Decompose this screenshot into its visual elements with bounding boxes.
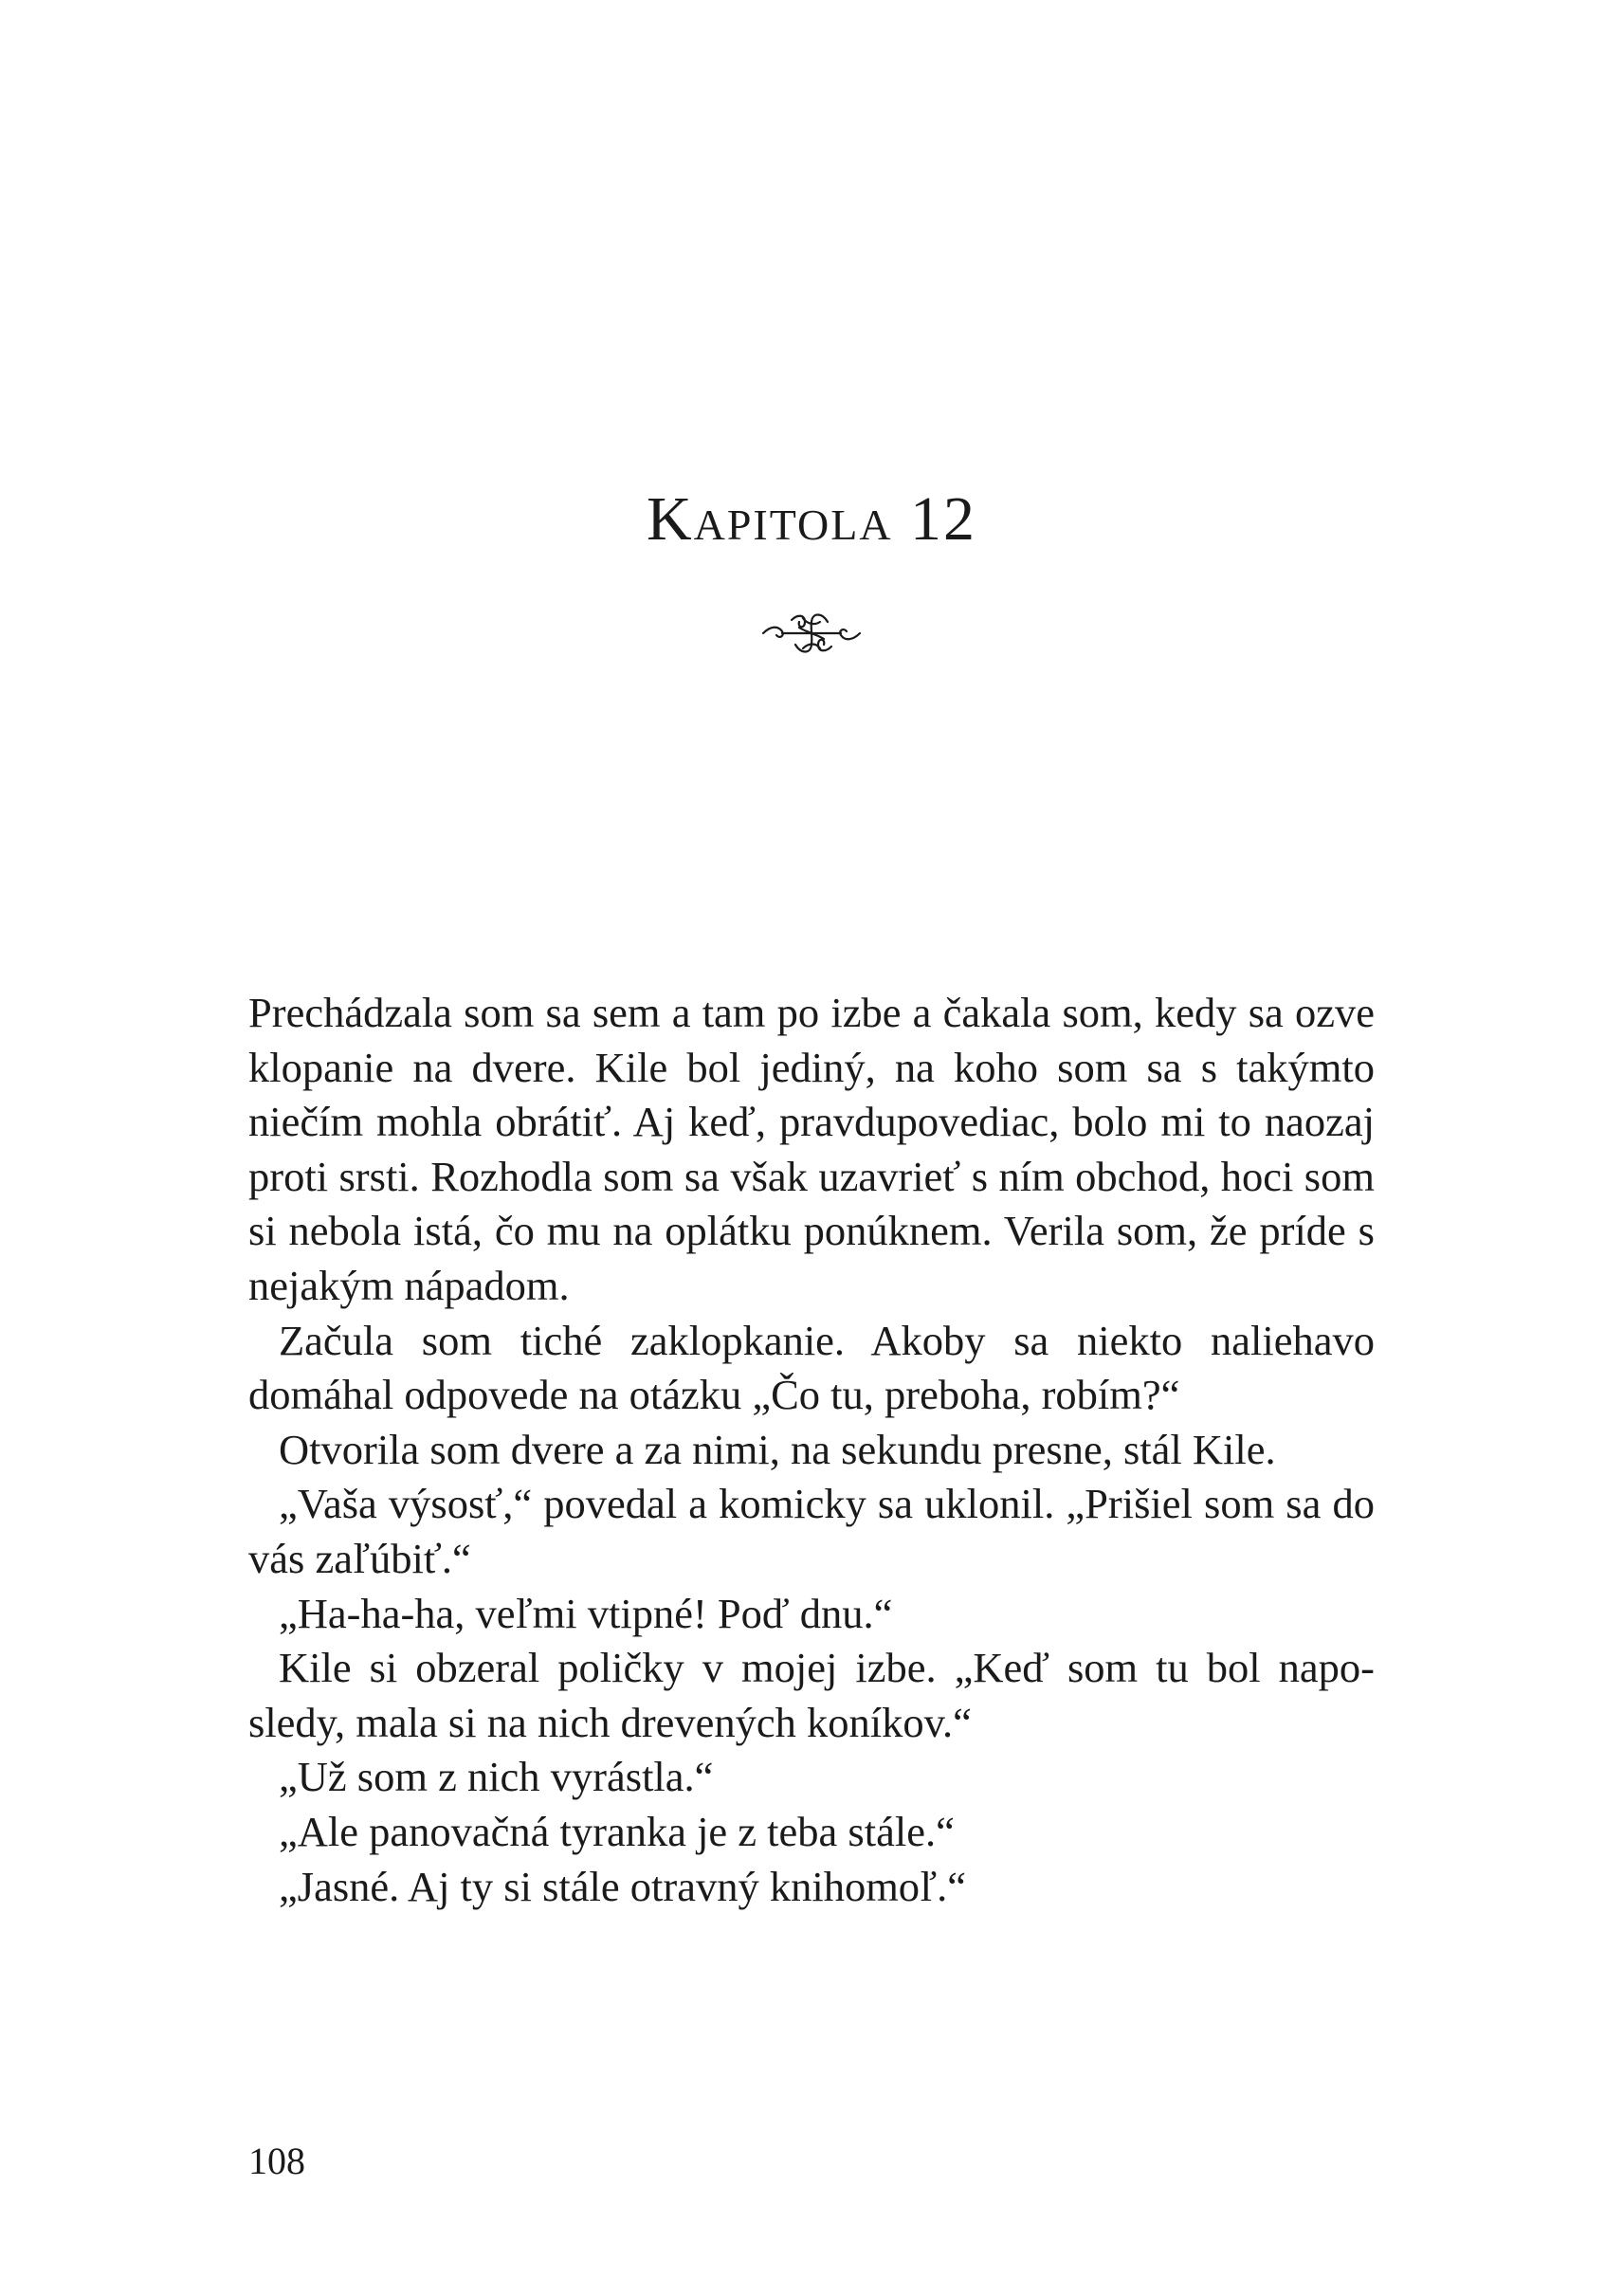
chapter-title: Kapitola 12 [646, 484, 977, 554]
chapter-body [248, 986, 1375, 1914]
paragraph: Otvorila som dvere a za nimi, na sekundu presne, stál Kile. [279, 1425, 1276, 1473]
fleuron-ornament-icon [761, 607, 862, 660]
paragraph: Kile si obzeral poličky v mojej izbe. „Keď som tu bol naposledy, mala si na nich drevených koníkov.“ [248, 1644, 1375, 1746]
paragraph: „Jasné. Aj ty si stále otravný knihomoľ.“ [279, 1862, 967, 1910]
paragraph: „Ha-ha-ha, veľmi vtipné! Poď dnu.“ [279, 1589, 893, 1637]
page-number: 108 [248, 2140, 305, 2182]
paragraph: „Ale panovačná tyranka je z teba stále.“ [279, 1807, 955, 1855]
paragraph: „Už som z nich vyrástla.“ [279, 1753, 714, 1801]
paragraph: Prechádzala som sa sem a tam po izbe a čakala som, kedy sa ozve klopanie na dvere. Kile bol jediný, na koho som sa s takýmto niečím mohla obrátiť. Aj keď, pravdupovediac, bolo mi to naozaj proti srsti. Rozhodla som sa však uzavrieť s ním obchod, hoci som si nebola istá, čo mu na oplátku ponúknem. Verila som, že príde s nejakým nápadom. [248, 989, 1375, 1309]
paragraph: „Vaša výsosť,“ povedal a komicky sa uklonil. „Prišiel som sa do vás zaľúbiť.“ [248, 1480, 1375, 1582]
paragraph: Začula som tiché zaklopkanie. Akoby sa niekto naliehavo domáhal odpovede na otázku „Čo tu, preboha, robím?“ [248, 1316, 1375, 1419]
